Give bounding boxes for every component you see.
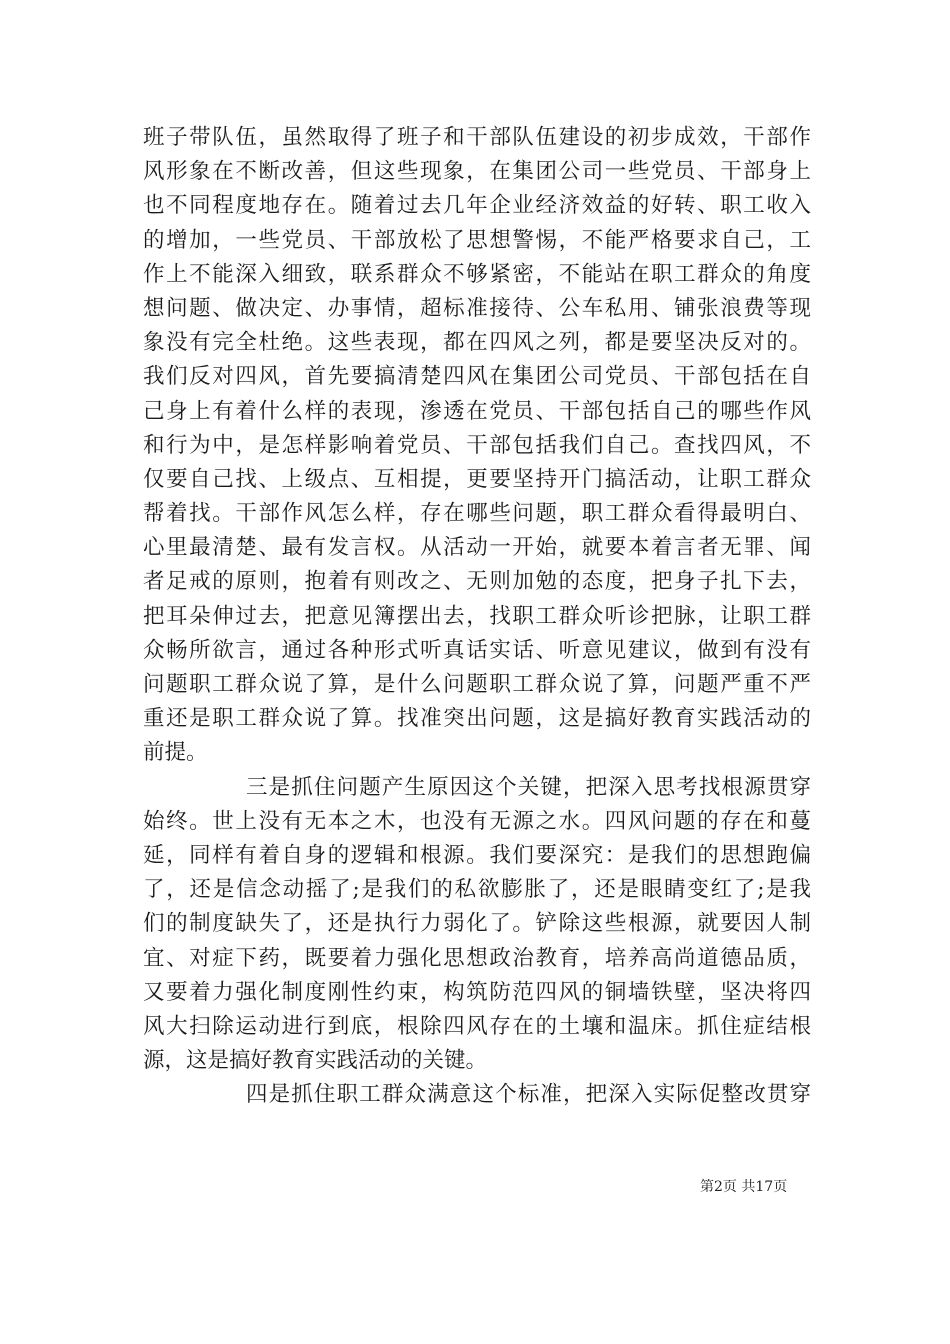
text-line: 前提。 xyxy=(143,740,208,766)
text-line: 的增加，一些党员、干部放松了思想警惕，不能严格要求自己，工 xyxy=(143,227,811,253)
text-line: 班子带队伍，虽然取得了班子和干部队伍建设的初步成效，干部作 xyxy=(143,125,811,150)
text-line: 仅要自己找、上级点、互相提，更要坚持开门搞活动，让职工群众 xyxy=(143,466,811,492)
footer-current-page: 2 xyxy=(714,1179,723,1195)
text-line: 宜、对症下药，既要着力强化思想政治教育，培养高尚道德品质， xyxy=(143,945,811,971)
text-line: 心里最清楚、最有发言权。从活动一开始，就要本着言者无罪、闻 xyxy=(143,535,811,561)
paragraph-start-line: 三是抓住问题产生原因这个关键，把深入思考找根源贯穿 xyxy=(246,774,811,800)
text-line: 重还是职工群众说了算。找准突出问题，这是搞好教育实践活动的 xyxy=(143,706,811,732)
text-line: 又要着力强化制度刚性约束，构筑防范四风的铜墙铁壁，坚决将四 xyxy=(143,979,811,1005)
text-line: 和行为中，是怎样影响着党员、干部包括我们自己。查找四风，不 xyxy=(143,432,811,458)
text-line: 把耳朵伸过去，把意见簿摆出去，找职工群众听诊把脉，让职工群 xyxy=(143,603,811,629)
text-line: 源，这是搞好教育实践活动的关键。 xyxy=(143,1048,488,1074)
text-line: 己身上有着什么样的表现，渗透在党员、干部包括自己的哪些作风 xyxy=(143,398,811,424)
text-line: 想问题、做决定、办事情，超标准接待、公车私用、铺张浪费等现 xyxy=(143,295,811,321)
text-line: 始终。世上没有无本之木，也没有无源之水。四风问题的存在和蔓 xyxy=(143,808,811,834)
text-line: 延，同样有着自身的逻辑和根源。我们要深究：是我们的思想跑偏 xyxy=(143,842,811,868)
text-line: 帮着找。干部作风怎么样，存在哪些问题，职工群众看得最明白、 xyxy=(143,501,811,527)
text-line: 了，还是信念动摇了;是我们的私欲膨胀了，还是眼睛变红了;是我 xyxy=(143,877,811,903)
text-line: 风形象在不断改善，但这些现象，在集团公司一些党员、干部身上 xyxy=(143,159,811,185)
text-line: 们的制度缺失了，还是执行力弱化了。铲除这些根源，就要因人制 xyxy=(143,911,811,937)
text-line: 风大扫除运动进行到底，根除四风存在的土壤和温床。抓住症结根 xyxy=(143,1013,811,1039)
footer-prefix: 第 xyxy=(700,1179,714,1195)
text-line: 象没有完全杜绝。这些表现，都在四风之列，都是要坚决反对的。 xyxy=(143,330,811,356)
text-line: 者足戒的原则，抱着有则改之、无则加勉的态度，把身子扎下去， xyxy=(143,569,811,595)
text-line: 我们反对四风，首先要搞清楚四风在集团公司党员、干部包括在自 xyxy=(143,364,811,390)
text-line: 也不同程度地存在。随着过去几年企业经济效益的好转、职工收入 xyxy=(143,193,811,219)
body-text xyxy=(143,121,811,1112)
page-footer xyxy=(700,1178,840,1196)
paragraph-start-line: 四是抓住职工群众满意这个标准，把深入实际促整改贯穿 xyxy=(246,1082,811,1108)
text-line: 问题职工群众说了算，是什么问题职工群众说了算，问题严重不严 xyxy=(143,672,811,697)
text-line: 作上不能深入细致，联系群众不够紧密，不能站在职工群众的角度 xyxy=(143,261,811,287)
footer-suffix: 页 xyxy=(773,1179,788,1195)
text-line: 众畅所欲言，通过各种形式听真话实话、听意见建议，做到有没有 xyxy=(143,637,811,663)
footer-middle: 页 共 xyxy=(722,1179,756,1195)
footer-total-pages: 17 xyxy=(755,1179,774,1195)
